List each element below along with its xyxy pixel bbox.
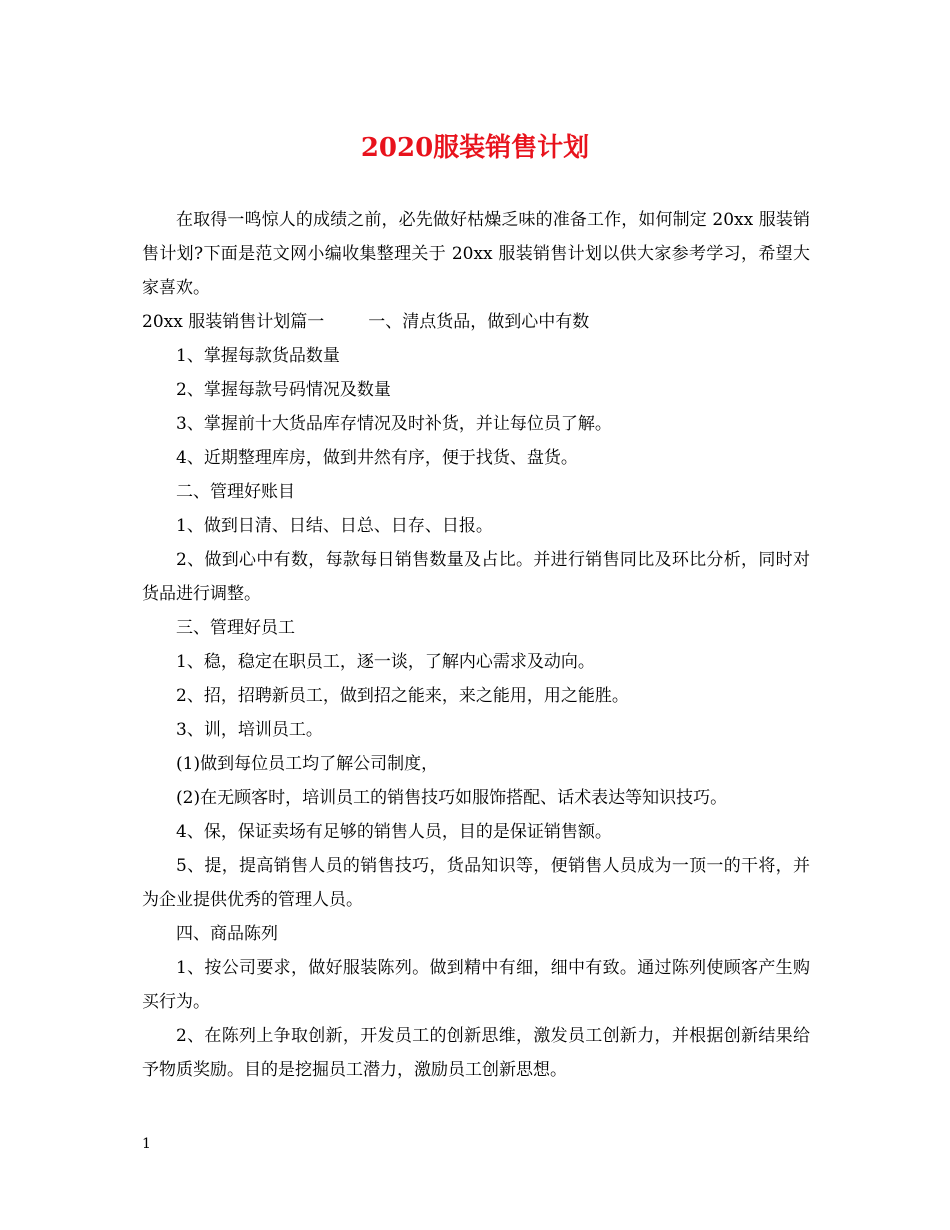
paragraph: 1、稳，稳定在职员工，逐一谈，了解内心需求及动向。	[176, 652, 595, 672]
paragraph: (1)做到每位员工均了解公司制度，	[176, 754, 439, 774]
paragraph: 2、招，招聘新员工，做到招之能来，来之能用，用之能胜。	[176, 686, 629, 706]
paragraph: 2、掌握每款号码情况及数量	[176, 380, 391, 400]
section-heading: 四、商品陈列	[176, 924, 278, 944]
section-heading: 三、管理好员工	[176, 618, 295, 638]
section-heading: 二、管理好账目	[176, 482, 295, 502]
paragraph: 4、近期整理库房，做到井然有序，便于找货、盘货。	[176, 448, 578, 468]
section-heading-b: 一、清点货品，做到心中有数	[368, 312, 590, 332]
section-heading-line	[142, 305, 810, 339]
document-title: 2020服装销售计划	[360, 133, 590, 163]
document-body	[142, 203, 810, 1087]
paragraph: 1、做到日清、日结、日总、日存、日报。	[176, 516, 493, 536]
paragraph: 1、掌握每款货品数量	[176, 346, 340, 366]
page-number: 1	[142, 1136, 151, 1152]
intro-paragraph: 在取得一鸣惊人的成绩之前，必先做好枯燥乏味的准备工作，如何制定 20xx 服装销售计划?下面是范文网小编收集整理关于 20xx 服装销售计划以供大家参考学习，希望大家喜欢。	[142, 210, 810, 298]
paragraph: 1、按公司要求，做好服装陈列。做到精中有细，细中有致。通过陈列使顾客产生购买行为。	[142, 958, 810, 1012]
paragraph: 3、掌握前十大货品库存情况及时补货，并让每位员了解。	[176, 414, 612, 434]
paragraph: 2、做到心中有数，每款每日销售数量及占比。并进行销售同比及环比分析，同时对货品进行调整。	[142, 550, 810, 604]
paragraph: 5、提，提高销售人员的销售技巧，货品知识等，便销售人员成为一顶一的干将，并为企业提供优秀的管理人员。	[142, 856, 810, 910]
paragraph: 3、训，培训员工。	[176, 720, 323, 740]
paragraph: 2、在陈列上争取创新，开发员工的创新思维，激发员工创新力，并根据创新结果给予物质奖励。目的是挖掘员工潜力，激励员工创新思想。	[142, 1026, 810, 1080]
paragraph: 4、保，保证卖场有足够的销售人员，目的是保证销售额。	[176, 822, 612, 842]
paragraph: (2)在无顾客时，培训员工的销售技巧如服饰搭配、话术表达等知识技巧。	[176, 788, 728, 808]
section-heading-a: 20xx 服装销售计划篇一	[142, 312, 325, 332]
